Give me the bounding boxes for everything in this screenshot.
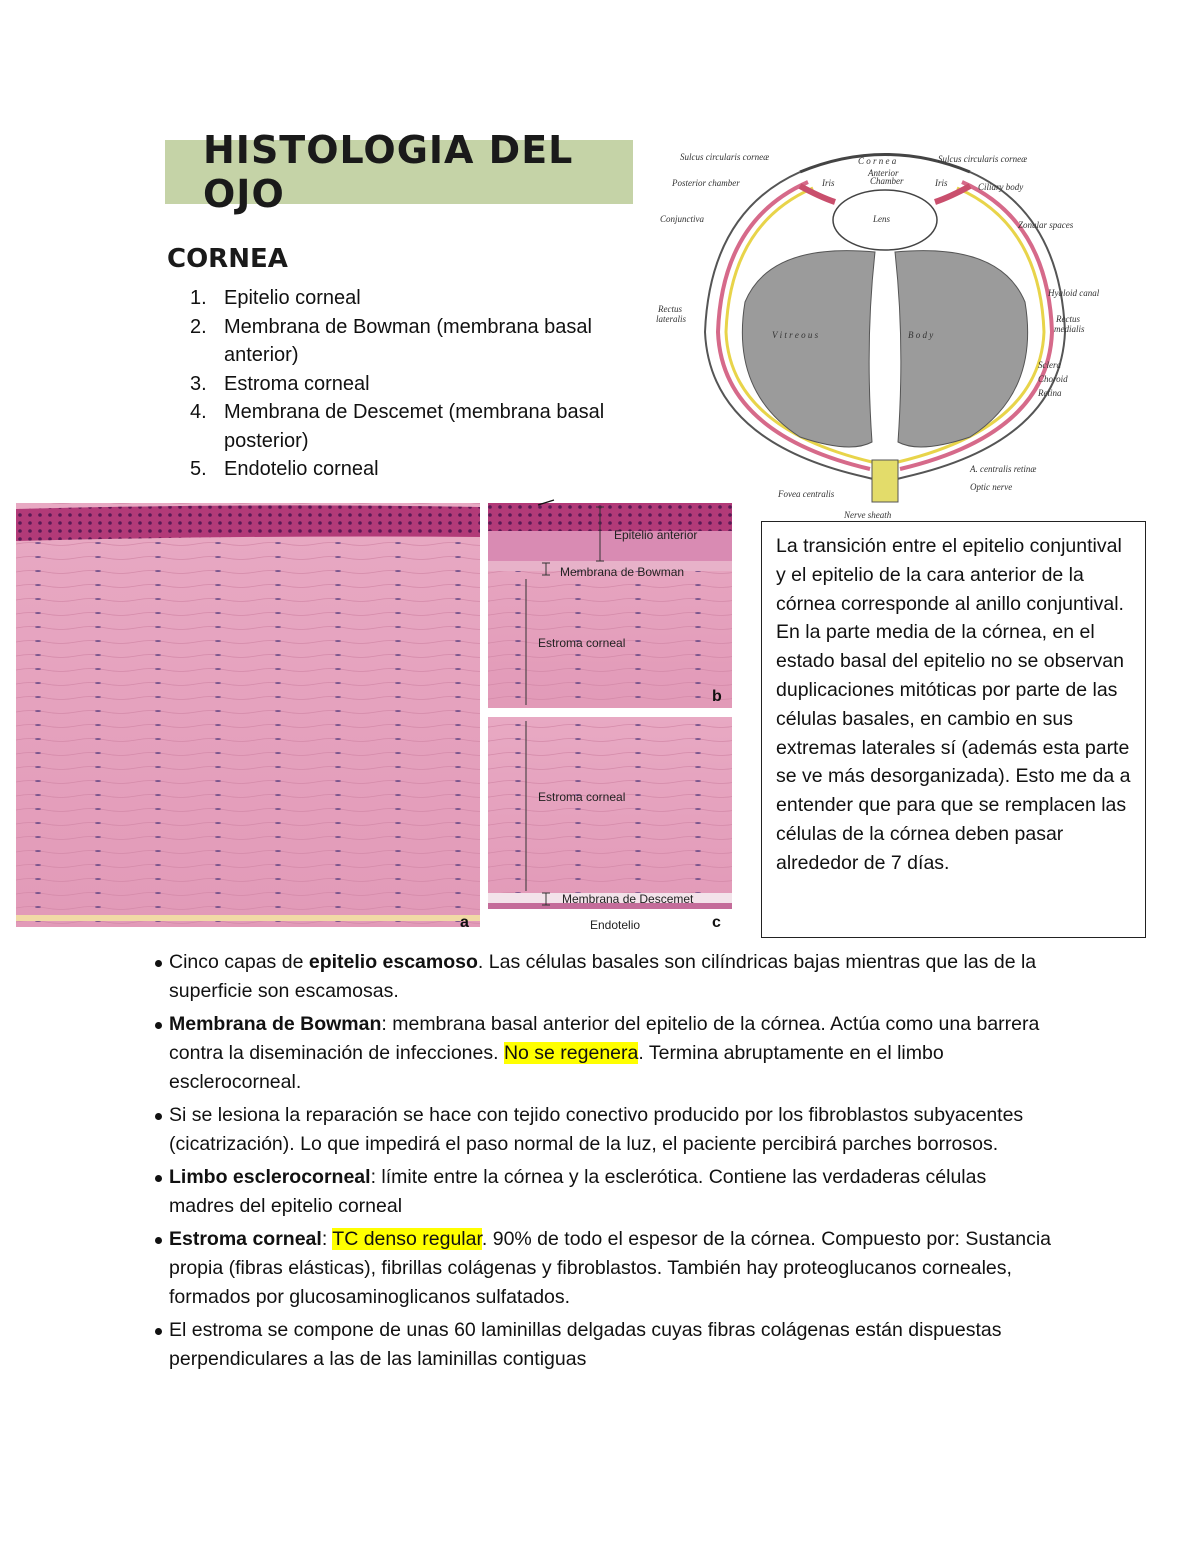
bullet-dot	[155, 1113, 162, 1120]
label-fovea: Fovea centralis	[778, 489, 835, 499]
label-choroid: Choroid	[1038, 374, 1068, 384]
label-epitelio-anterior: Epitelio anterior	[614, 528, 698, 542]
panel-b	[488, 500, 732, 708]
highlight: TC denso regular	[332, 1228, 482, 1250]
label-anterior: Anterior	[868, 168, 899, 178]
label-endotelio: Endotelio	[590, 918, 641, 931]
label-estroma-b: Estroma corneal	[538, 636, 626, 650]
label-a-centralis: A. centralis retinæ	[970, 464, 1037, 474]
bullet-dot	[155, 1237, 162, 1244]
label-posterior-chamber: Posterior chamber	[672, 178, 740, 188]
section-heading: CORNEA	[167, 244, 288, 274]
list-item: 5. Endotelio corneal	[190, 458, 379, 480]
panel-a-label: a	[460, 914, 469, 931]
list-item: Estroma corneal: TC denso regular. 90% de todo el espesor de la córnea. Compuesto por: Sustancia propia (fibras elásticas), fibrillas colágenas y fibroblastos. También hay proteoglucanos corneales, formados por glucosaminoglicanos sulfatados.	[155, 1225, 1055, 1312]
cornea-layers-list	[190, 284, 630, 484]
note-paragraph-2: En la parte media de la córnea, en el estado basal del epitelio no se observan duplicaciones mitóticas por parte de las células basales, en cambio en sus extremas laterales sí (además esta parte se ve más desorganizada). Esto me da a entender que para que se remplacen las células de la córnea deben pasar alrededor de 7 días.	[776, 621, 1131, 874]
label-lens: Lens	[873, 214, 891, 224]
label-zonular-spaces: Zonular spaces	[1018, 220, 1074, 230]
label-nerve-sheath: Nerve sheath	[844, 510, 892, 520]
label-rectus-lat-1: Rectus	[658, 304, 682, 314]
list-item: El estroma se compone de unas 60 laminillas delgadas cuyas fibras colágenas están dispuestas perpendiculares a las de las laminillas contiguas	[155, 1316, 1055, 1374]
label-rectus-med-1: Rectus	[1056, 314, 1080, 324]
eye-diagram	[650, 142, 1120, 520]
label-chamber: Chamber	[870, 176, 904, 186]
note-box	[761, 521, 1146, 938]
list-item: Si se lesiona la reparación se hace con tejido conectivo producido por los fibroblastos subyacentes (cicatrización). Lo que impedirá el paso normal de la luz, el paciente percibirá parches borrosos.	[155, 1101, 1055, 1159]
list-item: Limbo esclerocorneal: límite entre la córnea y la esclerótica. Contiene las verdaderas células madres del epitelio corneal	[155, 1163, 1055, 1221]
label-estroma-c: Estroma corneal	[538, 790, 626, 804]
page-title: HISTOLOGIA DEL OJO	[203, 128, 574, 216]
label-iris-left: Iris	[822, 178, 835, 188]
label-body: B o d y	[908, 330, 934, 340]
bullet-dot	[155, 1175, 162, 1182]
list-item: 1. Epitelio corneal	[190, 287, 361, 309]
cornea-histology-figure	[16, 495, 740, 931]
label-rectus-med-2: medialis	[1054, 324, 1085, 334]
title-banner	[165, 128, 633, 216]
optic-nerve	[872, 460, 898, 502]
label-membrana-descemet: Membrana de Descemet	[562, 892, 694, 906]
bullet-list	[155, 948, 1055, 1378]
label-iris-right: Iris	[935, 178, 948, 188]
label-ciliary-body: Ciliary body	[978, 182, 1024, 192]
panel-b-label: b	[712, 688, 722, 705]
panel-a	[16, 503, 480, 931]
bullet-dot	[155, 1328, 162, 1335]
label-sulcus-right: Sulcus circularis corneæ	[938, 154, 1028, 164]
label-retina: Retina	[1038, 388, 1062, 398]
vitreous-left	[742, 251, 875, 447]
iris-left	[800, 186, 835, 202]
bullet-dot	[155, 1022, 162, 1029]
label-sulcus-left: Sulcus circularis corneæ	[680, 152, 770, 162]
bullet-dot	[155, 960, 162, 967]
iris-right	[935, 186, 970, 202]
list-item: 4. Membrana de Descemet (membrana basal posterior)	[190, 401, 605, 452]
label-optic-nerve: Optic nerve	[970, 482, 1013, 492]
panel-c-label: c	[712, 914, 721, 931]
label-hyaloid-canal: Hyaloid canal	[1048, 288, 1100, 298]
note-paragraph-1: La transición entre el epitelio conjuntival y el epitelio de la cara anterior de la córnea corresponde al anillo conjuntival.	[776, 535, 1124, 615]
panel-c	[488, 717, 732, 931]
label-membrana-bowman: Membrana de Bowman	[560, 565, 685, 579]
list-item: 2. Membrana de Bowman (membrana basal anterior)	[190, 315, 592, 366]
list-item: Cinco capas de epitelio escamoso. Las células basales son cilíndricas bajas mientras que las de la superficie son escamosas.	[155, 948, 1055, 1006]
label-conjunctiva: Conjunctiva	[660, 214, 704, 224]
list-item: 3. Estroma corneal	[190, 372, 370, 395]
label-sclera: Sclera	[1038, 360, 1061, 370]
label-vitreous: V i t r e o u s	[772, 330, 819, 340]
label-cornea: C o r n e a	[858, 156, 897, 166]
label-rectus-lat-2: lateralis	[656, 314, 687, 324]
highlight: No se regenera	[503, 1042, 639, 1064]
list-item: Membrana de Bowman: membrana basal anterior del epitelio de la córnea. Actúa como una barrera contra la diseminación de infecciones. No se regenera. Termina abruptamente en el limbo esclerocorneal.	[155, 1010, 1055, 1097]
vitreous-right	[895, 251, 1028, 447]
